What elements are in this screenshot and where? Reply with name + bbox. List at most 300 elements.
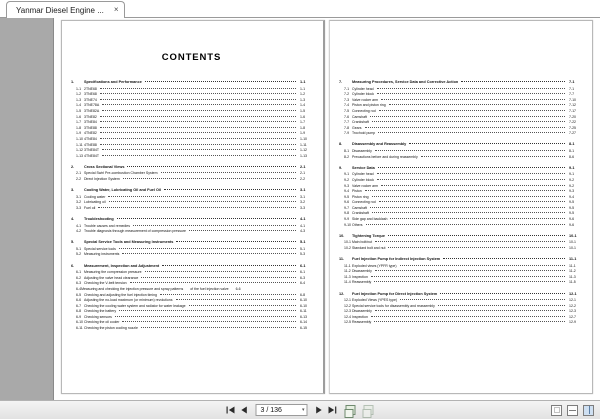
toc-leader	[100, 99, 296, 100]
toc-leader	[365, 127, 565, 128]
toc-page-number: 11-1	[569, 257, 577, 262]
toc-label: Direct Injection System	[84, 177, 120, 181]
toc-page-number: 1-1	[300, 86, 306, 91]
toc-number: 1-13	[76, 153, 84, 158]
toc-page-number: 9-4	[569, 194, 575, 199]
toc-label: Connecting rod	[352, 108, 376, 113]
toc-page-number: 7-22	[569, 120, 577, 125]
toc-leader	[130, 282, 296, 283]
toc-label: Cylinder head	[352, 86, 374, 91]
toc-item-row[interactable]	[71, 154, 312, 160]
toc-leader	[390, 218, 565, 219]
toc-number: 6-11	[76, 326, 83, 331]
toc-label: 3TNE84T	[84, 148, 99, 153]
toc-section-row[interactable]	[71, 217, 312, 223]
tab-label: Yanmar Diesel Engine ...	[16, 5, 104, 15]
toc-page-number: 5-3	[300, 252, 306, 257]
toc-page-number: 12-7	[569, 314, 577, 319]
toc-section	[71, 188, 312, 211]
toc-leader	[117, 218, 296, 219]
toc-section-row[interactable]	[339, 292, 581, 298]
toc-page-number: 7-1	[569, 80, 575, 84]
toc-leader	[122, 321, 296, 322]
toc-leader	[379, 110, 565, 111]
toc-leader	[122, 253, 296, 254]
toc-label: Trochoid pump	[352, 131, 376, 136]
toc-section	[339, 292, 581, 327]
toc-label: Measurement, Inspection and Adjustment	[84, 263, 160, 268]
toc-label: Checking the V-belt tension	[84, 281, 127, 286]
toc-page-number: 3-2	[300, 200, 306, 205]
toc-leader	[162, 265, 296, 266]
toc-page-number: 10-1	[569, 240, 577, 245]
toc-label: Gears	[352, 125, 362, 130]
toc-number: 9-5	[344, 194, 350, 199]
toc-item-row[interactable]	[339, 223, 581, 229]
toc-page-number: 3-1	[300, 188, 306, 193]
toc-section-row[interactable]	[339, 257, 581, 263]
toc-number: 6-10	[76, 320, 84, 325]
paste-icon[interactable]	[364, 405, 374, 415]
toc-label: Camshaft	[352, 205, 367, 210]
toc-leader	[388, 247, 565, 248]
toc-page-number: 6-4	[300, 281, 306, 286]
toc-number: 7-5	[344, 108, 350, 113]
toc-leader	[100, 127, 296, 128]
page-left[interactable]	[61, 20, 325, 394]
toc-number: 9-6	[344, 200, 350, 205]
toc-leader	[371, 276, 565, 277]
toc-number: 11-2	[344, 269, 351, 274]
toc-label: 3TNE84	[84, 120, 97, 125]
toc-label: Checking the piston cooling nozzle	[84, 326, 138, 331]
toc-page-number: 6-15	[300, 326, 308, 331]
toc-leader	[145, 81, 296, 82]
toc-leader	[109, 201, 296, 202]
toc-number: 12-3	[344, 309, 352, 314]
toc-number: 6-9	[76, 314, 82, 319]
toc-leader	[189, 230, 296, 231]
toc-label: Inspection	[352, 314, 368, 319]
toc-page-number: 9-6	[569, 222, 575, 227]
toc-number: 10-1	[344, 240, 352, 245]
toc-number: 9-9	[344, 217, 350, 222]
toc-page-number: 1-6	[300, 114, 306, 119]
toc-number: 2-2	[76, 177, 82, 181]
toc-left-column	[71, 80, 312, 332]
toc-item-row[interactable]	[339, 131, 581, 137]
toc-leader	[115, 316, 296, 317]
toc-page-number: 3-3	[300, 205, 306, 210]
toc-label: Camshaft	[352, 114, 367, 119]
toc-number: 7.	[339, 80, 343, 84]
toc-label: Fuel Injection Pump for Indirect Injection System	[352, 257, 441, 262]
toc-label: Fuel Injection Pump for Direct Injection System	[352, 291, 438, 296]
toc-page-number: 9-3	[569, 189, 575, 194]
toc-page-number: 4-3	[300, 229, 306, 234]
toc-page-number: 7-27	[569, 131, 577, 136]
toc-label: Checking and adjusting the fuel injection timing	[84, 292, 157, 297]
toc-leader	[443, 258, 565, 259]
toc-section	[71, 165, 312, 183]
toc-page-number: 6-8	[300, 292, 306, 297]
toc-number: 6-6	[76, 298, 82, 303]
toc-leader	[100, 121, 296, 122]
toc-item-row[interactable]	[339, 320, 581, 326]
toc-leader	[421, 156, 565, 157]
toc-number: 8.	[339, 142, 343, 147]
toc-leader	[438, 305, 565, 306]
toc-page-number: 9-5	[569, 200, 575, 205]
copy-icon[interactable]	[346, 405, 356, 415]
toc-label: 3TNE88	[84, 125, 97, 130]
toc-label: 3TNE74	[84, 97, 97, 102]
toc-number: 9-8	[344, 211, 350, 216]
toc-leader	[123, 178, 296, 179]
toc-leader	[381, 185, 565, 186]
toc-leader	[371, 316, 565, 317]
toc-leader	[461, 81, 565, 82]
toc-number: 7-9	[344, 131, 350, 136]
toc-leader	[400, 265, 565, 266]
toc-page-number: 9-1	[569, 165, 575, 170]
toc-label: Valve rocker arm	[352, 183, 379, 188]
toc-page-number: 6-11	[300, 309, 307, 314]
toc-page-number: 7-25	[569, 125, 577, 130]
toc-number: 1-9	[76, 131, 82, 136]
toc-label: Service Data	[352, 165, 375, 170]
toc-page-number: 8-1	[569, 149, 575, 154]
toc-number: 6-1	[76, 270, 82, 275]
single-page-view-icon[interactable]	[551, 405, 562, 416]
toc-leader	[400, 299, 565, 300]
toc-leader	[100, 88, 296, 89]
toc-page-number: 11-2	[569, 269, 576, 274]
toc-section-row[interactable]	[71, 188, 312, 194]
toc-page-number: 6-10	[300, 298, 308, 303]
toc-label: Disassembly	[352, 149, 372, 154]
toc-page-number: 9-5	[569, 205, 575, 210]
toc-leader	[377, 93, 565, 94]
toc-label: 3TNE78A	[84, 103, 100, 108]
toc-label: Cooling water	[84, 194, 106, 199]
toc-number: 4-2	[76, 229, 82, 234]
toc-number: 5.	[71, 240, 75, 245]
toc-number: 6.	[71, 263, 75, 268]
toc-label: Valve rocker arm	[352, 97, 379, 102]
toc-page-number: 12-1	[569, 291, 577, 296]
toc-page-number: 9-5	[569, 211, 575, 216]
toc-leader	[372, 212, 565, 213]
toc-leader	[374, 321, 565, 322]
browser-tab-strip	[0, 0, 600, 18]
toc-number: 1-5	[76, 108, 82, 113]
toc-number: 9-2	[344, 177, 350, 182]
toc-page-number: 1-1	[300, 80, 306, 84]
toc-section	[339, 257, 581, 286]
toc-label: Reassembly	[352, 280, 372, 285]
toc-leader	[370, 207, 565, 208]
page-number-input[interactable]	[256, 404, 308, 416]
toc-label: Lubricating oil	[84, 200, 106, 205]
view-mode-group	[551, 405, 594, 416]
toc-leader	[100, 132, 296, 133]
toc-page-number: 11-5	[569, 280, 576, 285]
toc-number: 7-2	[344, 92, 350, 97]
toc-item-row[interactable]	[71, 177, 312, 183]
toc-label: Special Swirl Pre-combustion Chamber System	[84, 171, 158, 176]
toc-page-number: 1-9	[300, 131, 306, 136]
toc-number: 9.	[339, 165, 343, 170]
toc-leader	[108, 196, 296, 197]
toc-leader	[176, 241, 296, 242]
facing-pages-view-icon[interactable]	[583, 405, 594, 416]
toc-label: Checking the oil cooler	[84, 320, 120, 325]
chevron-down-icon[interactable]: ▾	[301, 407, 305, 413]
toc-label: Cylinder head	[352, 172, 374, 177]
toc-number: 12-5	[344, 320, 352, 325]
toc-label: 4TNE84T	[84, 153, 99, 158]
toc-page-number: 1-8	[300, 125, 306, 130]
page-spread	[61, 20, 593, 394]
toc-number: 9-3	[344, 183, 350, 188]
toc-number: 9-1	[344, 172, 350, 177]
toc-page-number: 7-12	[569, 103, 577, 108]
toc-item-row[interactable]	[71, 326, 312, 332]
toc-label: Cylinder block	[352, 177, 374, 182]
toc-label: Crankshaft	[352, 120, 369, 125]
toc-page-number: 4-1	[300, 223, 306, 228]
toc-label: Others	[352, 222, 363, 227]
close-icon[interactable]: ×	[113, 5, 119, 14]
toc-label: 3TNE82	[84, 114, 97, 119]
toc-label: Checking the cooling water system and radiator for water leakage	[84, 303, 186, 308]
toc-page-number: 4-1	[300, 216, 306, 221]
toc-page-number: 7-20	[569, 114, 577, 119]
toc-leader	[133, 225, 296, 226]
toc-section-row[interactable]	[71, 240, 312, 246]
toc-page-number: 11-1	[569, 263, 576, 268]
toc-number: 3.	[71, 188, 75, 193]
toc-section-row[interactable]	[339, 142, 581, 148]
toc-section	[71, 217, 312, 235]
toc-page-number: 6-10	[300, 303, 308, 308]
toc-page-number: 2-2	[300, 177, 306, 181]
toc-number: 3-1	[76, 194, 82, 199]
toc-page-number: 9-6	[569, 217, 575, 222]
toc-number: 7-8	[344, 125, 350, 130]
toc-label: 4TNE88	[84, 142, 97, 147]
next-page-icon[interactable]	[315, 405, 324, 416]
toc-page-number: 7-7	[569, 92, 575, 97]
toc-label: 3TNE68	[84, 92, 97, 97]
toc-leader	[372, 121, 565, 122]
toc-page-number: 6-3	[300, 275, 306, 280]
toc-item-row[interactable]	[339, 280, 581, 286]
sidebar-panel[interactable]	[0, 18, 54, 400]
toc-label-line	[185, 287, 240, 293]
toc-section	[71, 264, 312, 332]
toc-number: 10-2	[344, 245, 352, 250]
toc-number: 7-7	[344, 120, 350, 125]
toc-leader	[102, 149, 296, 150]
toc-number: 1-10	[76, 136, 84, 141]
page-navigation-group	[227, 404, 374, 416]
toc-label: Cross Sectional Views	[84, 164, 125, 169]
toc-leader	[100, 144, 296, 145]
toc-leader	[375, 310, 565, 311]
toc-number: 12.	[339, 291, 345, 296]
toc-number: 12-4	[344, 314, 352, 319]
toc-item-row[interactable]	[339, 246, 581, 252]
toc-leader	[374, 281, 565, 282]
toc-label: 4TNE84	[84, 136, 97, 141]
toc-leader	[388, 235, 565, 236]
toc-item-row[interactable]	[71, 206, 312, 212]
toc-item-row[interactable]	[71, 252, 312, 258]
toc-section-row[interactable]	[71, 165, 312, 171]
page-number-value: 3 / 136	[260, 406, 282, 414]
toc-label: Adjusting the valve head clearance	[84, 275, 139, 280]
toc-page-number: 6-14	[300, 320, 308, 325]
toc-number: 1.	[71, 80, 75, 84]
toc-number: 1-3	[76, 97, 82, 102]
toc-page-number: 1-12	[300, 148, 308, 153]
previous-page-icon[interactable]	[240, 405, 249, 416]
toc-number: 7-3	[344, 97, 350, 102]
toc-label: Crankshaft	[352, 211, 369, 216]
toc-page-number: 12-3	[569, 309, 577, 314]
toc-label: Disassembly	[352, 269, 372, 274]
toc-number: 7-6	[344, 114, 350, 119]
toc-label: Piston and piston ring	[352, 103, 386, 108]
toc-leader	[377, 88, 565, 89]
toc-leader	[102, 155, 296, 156]
toc-number: 6-4	[76, 286, 82, 291]
toc-number: 12-1	[344, 298, 352, 303]
toc-section-row[interactable]	[71, 80, 312, 86]
toc-number: 6-3	[76, 281, 82, 286]
toc-number: 5-1	[76, 246, 82, 251]
toc-number: 8-2	[344, 154, 350, 159]
toc-label: 3TNE82A	[84, 108, 100, 113]
toc-label: 4TNE82	[84, 131, 97, 136]
toc-section-row[interactable]	[71, 264, 312, 270]
toc-leader	[141, 327, 296, 328]
pdf-viewer	[0, 18, 600, 400]
toc-page-number: 1-3	[300, 97, 306, 102]
toc-leader	[176, 299, 296, 300]
toc-label: Cylinder block	[352, 92, 374, 97]
toc-page-number: 7-1	[569, 86, 575, 91]
toc-leader	[160, 294, 296, 295]
toc-page-number: 1-7	[300, 120, 306, 125]
toc-leader	[389, 104, 565, 105]
toc-leader	[119, 310, 296, 311]
toc-number: 6-7	[76, 303, 82, 308]
toc-section-row[interactable]	[339, 166, 581, 172]
first-page-icon[interactable]	[227, 405, 236, 416]
toc-page-number: 1-5	[300, 108, 306, 113]
page-title: CONTENTS	[161, 52, 222, 63]
toc-label: Measuring and checking the injection pressure and spray patterns	[81, 286, 184, 291]
viewer-toolbar	[0, 400, 600, 419]
toc-number: 1-2	[76, 92, 82, 97]
toc-leader	[375, 241, 565, 242]
toc-section-row[interactable]	[339, 80, 581, 86]
toc-number: 6-2	[76, 275, 82, 280]
toc-number: 7-1	[344, 86, 350, 91]
toc-label: Piston	[352, 189, 362, 194]
toc-leader	[377, 179, 565, 180]
toc-number: 1-12	[76, 148, 84, 153]
toc-page-number: 6-1	[300, 270, 306, 275]
toc-leader	[102, 110, 296, 111]
toc-item-row[interactable]	[339, 155, 581, 161]
toc-label: Inspection	[352, 274, 368, 279]
toc-page-number: 11-3	[569, 274, 576, 279]
toc-number: 9-10	[344, 222, 352, 227]
continuous-scroll-view-icon[interactable]	[567, 405, 578, 416]
toc-label: Standard bolt and nut	[352, 245, 386, 250]
toc-page-number: 2-1	[300, 164, 306, 169]
toc-number: 11-1	[344, 263, 351, 268]
toc-number: 10.	[339, 233, 345, 238]
toc-leader	[370, 116, 565, 117]
toc-number: 1-6	[76, 114, 82, 119]
last-page-icon[interactable]	[328, 405, 337, 416]
toc-label: Tightening Torque	[352, 233, 385, 238]
toc-leader	[377, 173, 565, 174]
toc-page-number: 7-10	[569, 97, 577, 102]
toc-number: 6-5	[76, 292, 82, 297]
toc-page-number: 12-2	[569, 303, 577, 308]
toc-label: Fuel oil	[84, 205, 96, 210]
toc-page-number: 6-6	[235, 286, 241, 291]
toc-number: 1-8	[76, 125, 82, 130]
toc-section-row[interactable]	[339, 234, 581, 240]
page-right[interactable]	[329, 20, 593, 394]
toc-number: 12-2	[344, 303, 352, 308]
toc-label: Special service tools	[84, 246, 116, 251]
toc-leader	[378, 132, 565, 133]
toc-right-column	[339, 80, 581, 326]
toc-number: 11.	[339, 257, 345, 262]
toc-number: 3-2	[76, 200, 82, 205]
toc-number: 11-4	[344, 280, 351, 285]
toc-leader	[100, 93, 296, 94]
toc-number: 1-1	[76, 86, 82, 91]
toc-leader	[381, 99, 565, 100]
toc-leader	[375, 270, 565, 271]
tab-yanmar-diesel-engine[interactable]	[6, 1, 125, 18]
toc-label: Cooling Water, Lubricating Oil and Fuel Oil	[84, 188, 162, 193]
toc-page-number: 7-17	[569, 108, 577, 113]
toc-page-number: 1-11	[300, 142, 307, 147]
toc-label: Disassembly and Reassembly	[352, 142, 407, 147]
toc-number: 2-1	[76, 171, 82, 176]
toc-section	[339, 80, 581, 137]
toc-number: 4-1	[76, 223, 82, 228]
toc-section	[71, 80, 312, 159]
toc-page-number: 10-1	[569, 245, 577, 250]
toc-leader	[365, 190, 565, 191]
toc-leader	[100, 138, 296, 139]
toc-label: Trouble diagnosis through measurement of compression pressure	[84, 229, 187, 234]
toc-leader	[189, 305, 296, 306]
toc-leader	[141, 277, 296, 278]
toc-item-row[interactable]	[71, 229, 312, 235]
